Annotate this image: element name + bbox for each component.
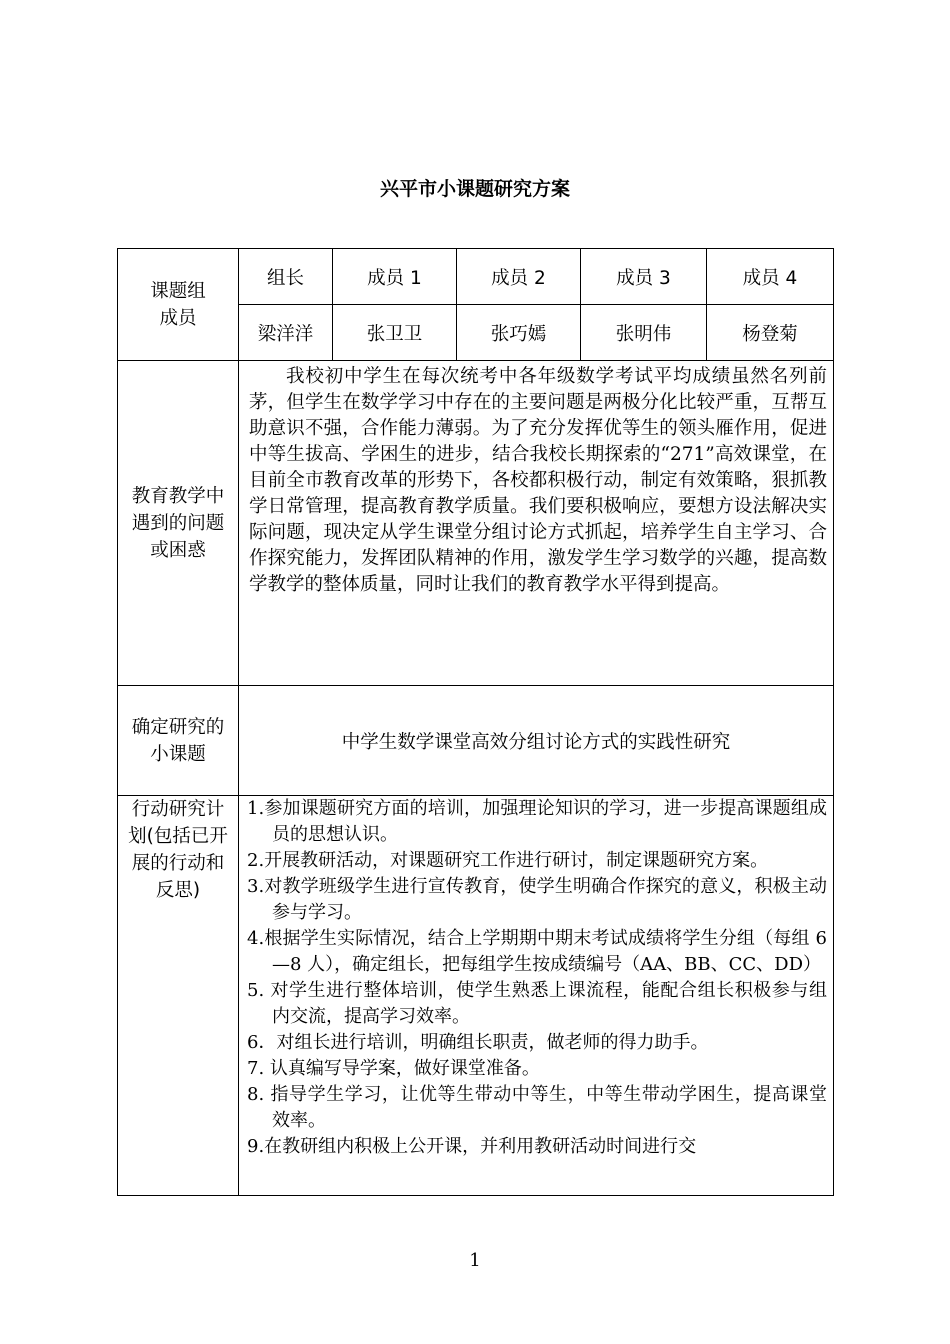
member-1-name: 张卫卫: [333, 305, 457, 361]
plan-item: 9.在教研组内积极上公开课，并利用教研活动时间进行交: [247, 1136, 697, 1157]
topic-text: 中学生数学课堂高效分组讨论方式的实践性研究: [239, 686, 834, 796]
header-member-1: 成员 1: [333, 249, 457, 305]
header-leader: 组长: [239, 249, 333, 305]
plan-label-cell: [118, 796, 239, 1196]
page-number: 1: [469, 1250, 481, 1271]
members-label-cell: [118, 249, 239, 361]
plan-cell: [239, 796, 834, 1196]
plan-item: 1.参加课题研究方面的培训，加强理论知识的学习，进一步提高课题组成员的思想认识。: [247, 798, 827, 845]
member-3-name: 张明伟: [581, 305, 707, 361]
member-4-name: 杨登菊: [707, 305, 834, 361]
plan-item: 7. 认真编写导学案，做好课堂准备。: [247, 1058, 540, 1079]
leader-name: 梁洋洋: [239, 305, 333, 361]
plan-item: 5. 对学生进行整体培训，使学生熟悉上课流程，能配合组长积极参与组内交流，提高学习效率。: [247, 980, 827, 1027]
plan-label: 行动研究计划(包括已开展的行动和反思): [128, 799, 228, 901]
plan-item: 3.对教学班级学生进行宣传教育，使学生明确合作探究的意义，积极主动参与学习。: [247, 876, 827, 923]
plan-item: 6．对组长进行培训，明确组长职责，做老师的得力助手。: [247, 1032, 709, 1053]
research-plan-table: [117, 248, 834, 1196]
topic-label-cell: [118, 686, 239, 796]
header-member-4: 成员 4: [707, 249, 834, 305]
topic-label: 确定研究的小课题: [131, 716, 225, 765]
problem-label: 教育教学中遇到的问题或困惑: [131, 485, 225, 561]
problem-text: 我校初中学生在每次统考中各年级数学考试平均成绩虽然名列前茅，但学生在数学学习中存在的主要问题是两极分化比较严重，互帮互助意识不强，合作能力薄弱。为了充分发挥优等生的领头雁作用，促进中等生拔高、学困生的进步，结合我校长期探索的“271”高效课堂，在目前全市教育改革的形势下，各校都积极行动，制定有效策略，狠抓教学日常管理，提高教育教学质量。我们要积极响应，要想方设法解决实际问题，现决定从学生课堂分组讨论方式抓起，培养学生自主学习、合作探究能力，发挥团队精神的作用，激发学生学习数学的兴趣，提高数学教学的整体质量，同时让我们的教育教学水平得到提高。: [239, 361, 834, 686]
header-member-3: 成员 3: [581, 249, 707, 305]
header-member-2: 成员 2: [457, 249, 581, 305]
member-2-name: 张巧嫣: [457, 305, 581, 361]
members-label: 课题组 成员: [150, 280, 206, 329]
plan-item: 8. 指导学生学习，让优等生带动中等生，中等生带动学困生，提高课堂效率。: [247, 1084, 827, 1131]
page-title: 兴平市小课题研究方案: [379, 178, 570, 200]
plan-item: 4.根据学生实际情况，结合上学期期中期末考试成绩将学生分组（每组 6—8 人），确定组长，把每组学生按成绩编号（AA、BB、CC、DD）: [247, 928, 827, 975]
plan-item: 2.开展教研活动，对课题研究工作进行研讨，制定课题研究方案。: [247, 850, 769, 871]
problem-label-cell: [118, 361, 239, 686]
